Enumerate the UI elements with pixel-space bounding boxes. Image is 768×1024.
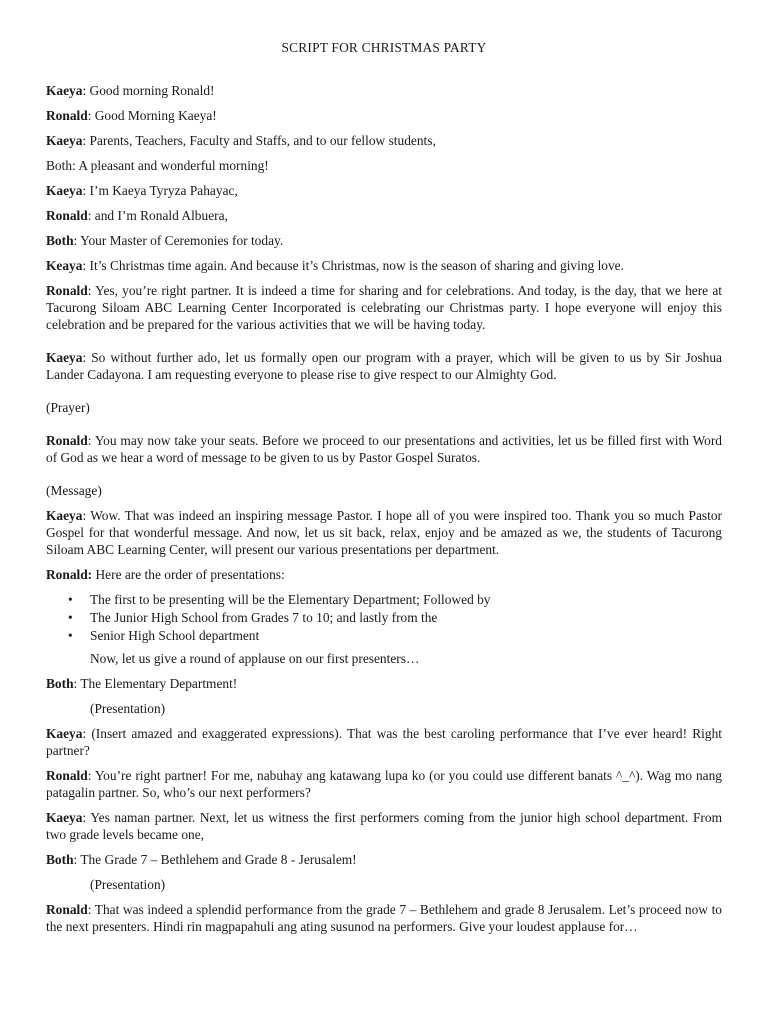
list-item [46, 627, 722, 644]
line-text: Parents, Teachers, Faculty and Staffs, and to our fellow students, [89, 133, 436, 148]
list-item-text: Senior High School department [90, 628, 260, 643]
script-line [46, 349, 722, 383]
separator: : [82, 183, 90, 198]
list-item-text: The Junior High School from Grades 7 to 10; and lastly from the [90, 610, 438, 625]
speaker-name: Ronald: [46, 567, 93, 582]
script-line [46, 725, 722, 759]
script-line [46, 232, 722, 249]
separator: : [87, 283, 96, 298]
bullet-icon: • [68, 628, 73, 643]
script-line [46, 809, 722, 843]
separator: : [73, 676, 81, 691]
line-text: Both: A pleasant and wonderful morning! [46, 158, 269, 173]
line-text: and I’m Ronald Albuera, [94, 208, 228, 223]
separator: : [82, 810, 91, 825]
line-text: Good Morning Kaeya! [94, 108, 217, 123]
speaker-name: Keaya [46, 258, 83, 273]
speaker-name: Kaeya [46, 183, 83, 198]
stage-direction [46, 399, 722, 416]
line-text: That was indeed a splendid performance from the grade 7 – Bethlehem and grade 8 Jerusalem. Let’s proceed now to the next presenters. Hindi rin magpapahuli ang ating susunod na performers. Give your loudest applause for… [46, 902, 722, 934]
separator: : [87, 108, 95, 123]
script-line [46, 207, 722, 224]
speaker-name: Both [46, 233, 74, 248]
speaker-name: Ronald [46, 108, 88, 123]
page-title: SCRIPT FOR CHRISTMAS PARTY [281, 40, 487, 55]
speaker-name: Kaeya [46, 83, 83, 98]
script-line [46, 82, 722, 99]
bullet-icon: • [68, 592, 73, 607]
line-text: It’s Christmas time again. And because it’s Christmas, now is the season of sharing and giving love. [89, 258, 624, 273]
script-line [46, 901, 722, 935]
line-text: Good morning Ronald! [89, 83, 215, 98]
separator: : [73, 852, 81, 867]
script-line [46, 767, 722, 801]
presentation-order-list [46, 591, 722, 644]
line-text: I’m Kaeya Tyryza Pahayac, [89, 183, 238, 198]
list-item [46, 609, 722, 626]
speaker-name: Kaeya [46, 133, 83, 148]
script-line [46, 282, 722, 333]
speaker-name: Kaeya [46, 726, 83, 741]
list-item-text: The first to be presenting will be the Elementary Department; Followed by [90, 592, 491, 607]
document-page [46, 39, 722, 943]
line-text: (Prayer) [46, 400, 90, 415]
speaker-name: Kaeya [46, 350, 83, 365]
separator: : [82, 83, 90, 98]
script-line [46, 107, 722, 124]
list-continuation: Now, let us give a round of applause on our first presenters… [90, 651, 420, 666]
script-line [46, 182, 722, 199]
separator: : [82, 350, 92, 365]
line-text: (Insert amazed and exaggerated expressions). That was the best caroling performance that I’ve ever heard! Right partner? [46, 726, 722, 758]
separator: : [87, 433, 95, 448]
line-text: (Message) [46, 483, 102, 498]
separator: : [82, 726, 92, 741]
script-line [46, 507, 722, 558]
bullet-icon: • [68, 610, 73, 625]
line-text: Yes naman partner. Next, let us witness the first performers coming from the junior high school department. From two grade levels became one, [46, 810, 722, 842]
script-line [46, 132, 722, 149]
line-text: The Elementary Department! [80, 676, 238, 691]
list-item [46, 591, 722, 608]
stage-direction [46, 482, 722, 499]
speaker-name: Kaeya [46, 508, 83, 523]
separator: : [87, 902, 95, 917]
speaker-name: Kaeya [46, 810, 83, 825]
line-text: Wow. That was indeed an inspiring message Pastor. I hope all of you were inspired too. Thank you so much Pastor Gospel for that wonderful message. And now, let us sit back, relax, enjoy and be amazed as we, the students of Tacurong Siloam ABC Learning Center, will present our various presentations per department. [46, 508, 722, 557]
stage-direction: (Presentation) [90, 701, 166, 716]
separator: : [82, 508, 91, 523]
separator: : [82, 133, 90, 148]
line-text: You may now take your seats. Before we proceed to our presentations and activities, let us be filled first with Word of God as we hear a word of message to be given to us by Pastor Gospel Suratos. [46, 433, 722, 465]
line-text: You’re right partner! For me, nabuhay ang katawang lupa ko (or you could use different banats ^_^). Wag mo nang patagalin partner. So, who’s our next performers? [46, 768, 722, 800]
stage-direction: (Presentation) [90, 877, 166, 892]
script-line [46, 157, 722, 174]
line-text: So without further ado, let us formally open our program with a prayer, which will be given to us by Sir Joshua Lander Cadayona. I am requesting everyone to please rise to give respect to our Almighty God. [46, 350, 722, 382]
speaker-name: Both [46, 852, 74, 867]
separator: : [87, 768, 95, 783]
separator: : [82, 258, 90, 273]
script-line [46, 566, 722, 583]
speaker-name: Ronald [46, 283, 88, 298]
script-line [46, 432, 722, 466]
separator: : [73, 233, 81, 248]
speaker-name: Ronald [46, 208, 88, 223]
speaker-name: Ronald [46, 902, 88, 917]
speaker-name: Ronald [46, 768, 88, 783]
speaker-name: Both [46, 676, 74, 691]
speaker-name: Ronald [46, 433, 88, 448]
line-text: Yes, you’re right partner. It is indeed a time for sharing and for celebrations. And today, is the day, that we here at Tacurong Siloam ABC Learning Center Incorporated is celebrating our Christmas party. I hope everyone will enjoy this celebration and be prepared for the various activities that we will be having today. [46, 283, 722, 332]
script-line [46, 675, 722, 692]
script-line [46, 851, 722, 868]
script-line [46, 257, 722, 274]
line-text: Your Master of Ceremonies for today. [80, 233, 284, 248]
line-text: The Grade 7 – Bethlehem and Grade 8 - Jerusalem! [80, 852, 357, 867]
line-text: Here are the order of presentations: [95, 567, 285, 582]
separator: : [87, 208, 95, 223]
